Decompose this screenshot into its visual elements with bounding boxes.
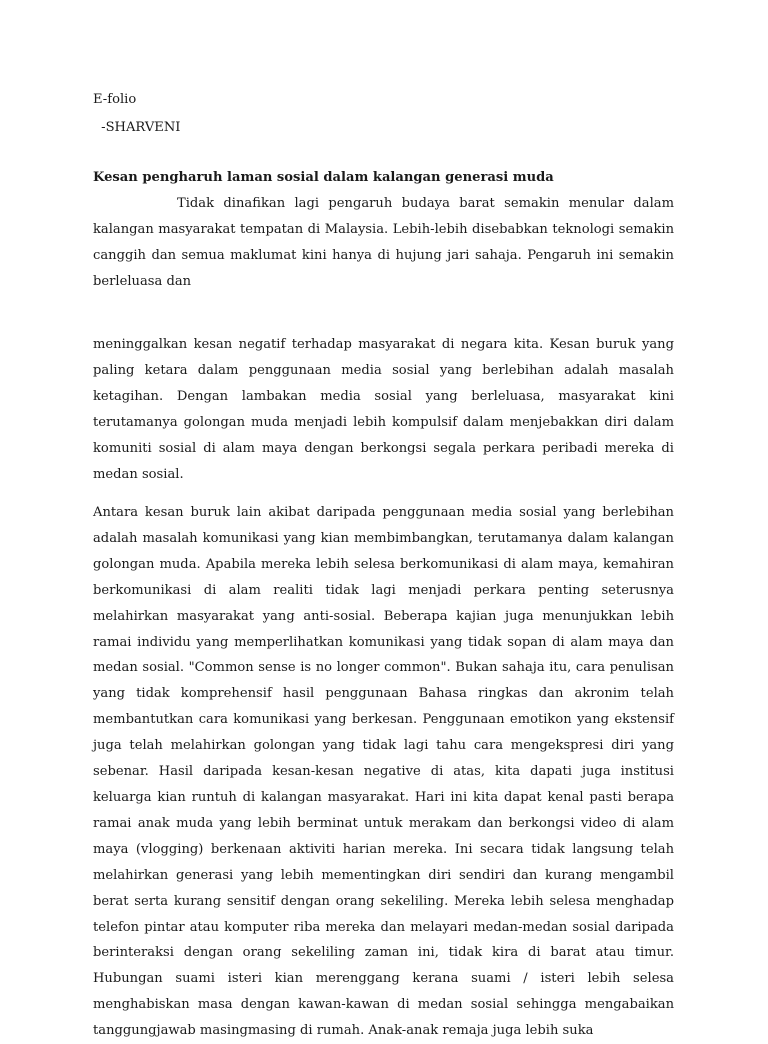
paragraph-intro: Tidak dinafikan lagi pengaruh budaya barat semakin menular dalam kalangan masyarakat tempatan di Malaysia. Lebih-lebih disebabkan teknologi semakin canggih dan semua maklumat kini hanya di hujung jari sahaja. Pengaruh ini semakin berleluasa dan <box>93 196 674 289</box>
paragraph-addiction: meninggalkan kesan negatif terhadap masyarakat di negara kita. Kesan buruk yang paling ketara dalam penggunaan media sosial yang berlebihan adalah masalah ketagihan. Dengan lambakan media sosial yang berleluasa, masyarakat kini terutamanya golongan muda menjadi lebih kompulsif dalam menjebakkan diri dalam komuniti sosial di alam maya dengan berkongsi segala perkara peribadi mereka di medan sosial. <box>93 337 674 482</box>
paragraph-communication: Antara kesan buruk lain akibat daripada penggunaan media sosial yang berlebihan adalah masalah komunikasi yang kian membimbangkan, terutamanya dalam kalangan golongan muda. Apabila mereka lebih selesa berkomunikasi di alam maya, kemahiran berkomunikasi di alam realiti tidak lagi menjadi perkara penting seterusnya melahirkan masyarakat yang anti-sosial. Beberapa kajian juga menunjukkan lebih ramai individu yang memperlihatkan komunikasi yang tidak sopan di alam maya dan medan sosial. "Common sense is no longer common". Bukan sahaja itu, cara penulisan yang tidak komprehensif hasil penggunaan Bahasa ringkas dan akronim telah membantutkan cara komunikasi yang berkesan. Penggunaan emotikon yang ekstensif juga telah melahirkan golongan yang tidak lagi tahu cara mengekspresi diri yang sebenar. Hasil daripada kesan-kesan negative di atas, kita dapati juga institusi keluarga kian runtuh di kalangan masyarakat. Hari ini kita dapat kenal pasti berapa ramai anak muda yang lebih berminat untuk merakam dan berkongsi video di alam maya (vlogging) berkenaan aktiviti harian mereka. Ini secara tidak langsung telah melahirkan generasi yang lebih mementingkan diri sendiri dan kurang mengambil berat serta kurang sensitif dengan orang sekeliling. Mereka lebih selesa menghadap telefon pintar atau komputer riba mereka dan melayari medan-medan sosial daripada berinteraksi dengan orang sekeliling zaman ini, tidak kira di barat atau timur. Hubungan suami isteri kian merenggang kerana suami / isteri lebih selesa menghabiskan masa dengan kawan-kawan di medan sosial sehingga mengabaikan tanggungjawab masingmasing di rumah. Anak-anak remaja juga lebih suka <box>93 505 674 1039</box>
document-label: E-folio <box>93 92 137 107</box>
document-title: Kesan pengharuh laman sosial dalam kalangan generasi muda <box>93 170 554 185</box>
author-name: -SHARVENI <box>97 120 181 135</box>
